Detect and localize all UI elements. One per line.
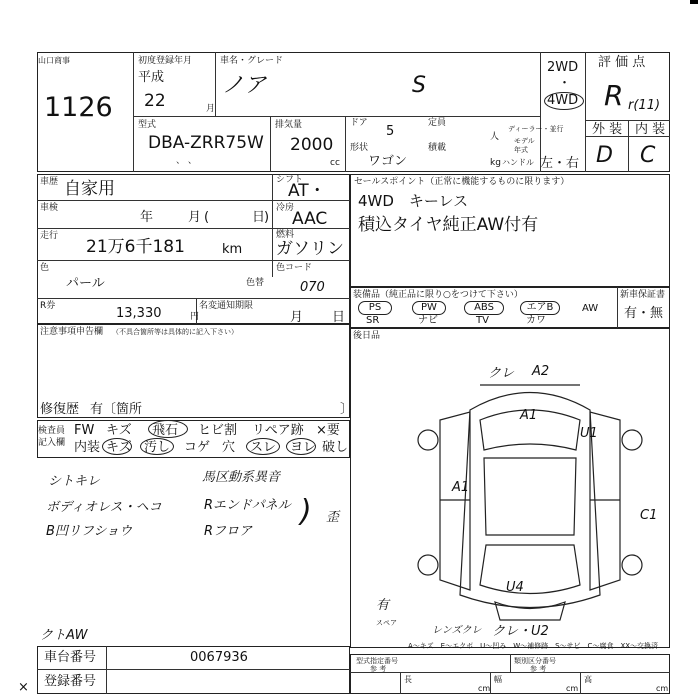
mark-top-2: A2: [532, 364, 550, 379]
inspector-row2-0: キズ: [106, 440, 132, 455]
model-year-label: モデル: [514, 137, 535, 145]
rear-bumper: [495, 602, 565, 620]
drive-dot: ・: [558, 76, 572, 91]
inspector-row1-0: キズ: [106, 423, 132, 438]
equip-sr: SR: [366, 315, 380, 326]
note-left-2: ボディオレス・ヘコ: [46, 500, 162, 515]
mark-right-front: U1: [580, 426, 598, 441]
first-reg-month-unit: 月: [206, 104, 216, 114]
load-unit: kg: [490, 158, 501, 168]
inspector-row1-4: ×要: [316, 423, 340, 438]
chassis-value: 0067936: [190, 650, 248, 665]
model-marks: 、 、: [176, 156, 197, 166]
mark-roof: A1: [520, 408, 538, 423]
inspector-row1-1: 飛石: [152, 423, 179, 438]
note-right-1: 馬区動系異音: [202, 470, 281, 485]
wheel-front-left: [418, 430, 438, 450]
ac-label: 冷房: [276, 203, 295, 213]
inspector-row1-3: リペア跡: [252, 423, 304, 438]
model-label: 型式: [138, 120, 157, 130]
dims-label-2: 類別区分番号: [514, 657, 556, 665]
drive-4wd: 4WD: [547, 93, 579, 108]
corner-mark: [690, 0, 698, 4]
displacement-value: 2000: [290, 135, 334, 155]
note-right-3: Rフロア: [204, 524, 253, 539]
lot-number: 1126: [44, 92, 113, 123]
displacement-unit: cc: [330, 158, 340, 168]
first-reg-era: 平成: [138, 70, 165, 85]
equip-pw: PW: [412, 301, 446, 315]
color-code: 070: [300, 280, 325, 295]
year-label: 年式: [514, 146, 528, 154]
notes-label: 注意事項申告欄: [40, 327, 104, 337]
inspector-row2-2: コゲ: [184, 440, 211, 455]
dims-height-unit: cm: [656, 684, 669, 693]
dims-width: 幅: [494, 675, 502, 684]
inspection-label: 車検: [40, 203, 59, 213]
first-reg-year: 22: [144, 91, 166, 111]
mark-bottom-2: クレ・U2: [492, 624, 549, 639]
shift-value: AT・: [288, 181, 326, 201]
repair-label: 修復歴: [40, 402, 80, 417]
inspection-month: 月: [188, 210, 202, 225]
color-value: パール: [66, 276, 105, 291]
mark-top-1: クレ: [488, 366, 515, 381]
dims-height: 高: [584, 675, 592, 684]
mark-rear: U4: [506, 580, 524, 595]
inspector-row2-1: 汚し: [144, 440, 171, 455]
notes-box: [37, 324, 350, 418]
interior-label: 内 装: [635, 122, 666, 137]
mileage-label: 走行: [40, 231, 59, 241]
equipment-label: 装備品（純正品に限り○をつけて下さい）: [353, 290, 523, 300]
handle-label: ハンドル: [502, 158, 534, 167]
wheel-rear-right: [622, 555, 642, 575]
displacement-label: 排気量: [275, 120, 303, 130]
fuel-label: 燃料: [276, 230, 295, 240]
model-value: DBA-ZRR75W: [148, 133, 264, 153]
interior-value: C: [640, 143, 656, 168]
color-change-label: 色替: [246, 278, 265, 288]
inspector-row1-head: FW: [74, 423, 95, 438]
notes-sub: （不具合箇所等は具体的に記入下さい）: [112, 328, 238, 336]
equip-navi: ナビ: [418, 315, 438, 326]
reg-no-label: 登録番号: [44, 674, 97, 689]
note-left-3: B凹リフショウ: [46, 524, 133, 539]
note-bracket: ): [300, 494, 312, 529]
equip-leather: カワ: [526, 315, 546, 326]
exterior-value: D: [596, 143, 613, 168]
car-name: ノア: [222, 73, 267, 98]
dims-label-1: 型式指定番号: [356, 657, 398, 665]
inspector-label-2: 記入欄: [38, 438, 66, 448]
inspector-row2-5: ヨレ: [290, 440, 317, 455]
header-mark: 山口商事: [38, 56, 70, 65]
x-mark: ×: [18, 680, 29, 695]
first-reg-label: 初度登録年月: [138, 56, 193, 66]
handle-value: 左・右: [540, 156, 580, 171]
warranty-value: 有・無: [624, 306, 664, 321]
damage-legend: A～キズ E～エクボ U～凹み W～補修跡 S～サビ C～腐食 XX～交換済: [408, 642, 659, 650]
inspection-day: 日: [252, 210, 266, 225]
transfer-month: 月: [290, 310, 304, 325]
capacity-label: 定員: [428, 118, 447, 128]
bottom-left-note: クトAW: [40, 628, 88, 643]
recycle-value: 13,330: [116, 306, 162, 321]
sales-point-line2: 積込タイヤ純正AW付有: [358, 215, 539, 235]
capacity-unit: 人: [490, 132, 500, 142]
exterior-label: 外 装: [592, 122, 623, 137]
rear-hatch: [480, 545, 580, 594]
note-bracket-text: 歪: [326, 510, 340, 525]
equip-airbag: エアB: [520, 301, 560, 315]
equip-aw: AW: [582, 303, 599, 314]
dims-length: 長: [404, 675, 412, 684]
note-right-2: Rエンドパネル: [204, 498, 291, 513]
car-name-label: 車名・グレード: [220, 56, 284, 66]
inspector-row2-head: 内装: [74, 440, 101, 455]
inspector-row2-6: 破し: [322, 440, 349, 455]
load-label: 積載: [428, 143, 447, 153]
score-extra: r(11): [628, 98, 661, 113]
mark-right-side: C1: [640, 508, 658, 523]
sales-point-line1: 4WD キーレス: [358, 192, 469, 210]
sales-point-label: セールスポイント（正常に機能するものに限ります）: [354, 177, 570, 187]
inspector-row2-3: 穴: [222, 440, 236, 455]
wheel-front-right: [622, 430, 642, 450]
dims-ref-2: 参 考: [530, 665, 547, 673]
equip-abs: ABS: [464, 301, 504, 315]
door-value: 5: [386, 124, 395, 139]
recycle-label: R券: [40, 301, 56, 311]
inspector-label-1: 検査員: [38, 426, 66, 436]
dims-width-unit: cm: [566, 684, 579, 693]
inspection-year: 年: [140, 210, 154, 225]
transfer-day: 日: [332, 310, 346, 325]
note-left-1: シトキレ: [48, 474, 100, 489]
recycle-unit: 円: [190, 312, 200, 322]
inspection-paren-close: ): [264, 210, 270, 225]
inspector-row1-2: ヒビ割: [198, 423, 238, 438]
equip-tv: TV: [476, 315, 489, 326]
mark-spare-label: スペア: [376, 619, 397, 627]
repair-value: 有〔箇所: [90, 402, 143, 417]
mileage-value: 21万6千181: [86, 237, 185, 257]
color-code-label: 色コード: [276, 263, 313, 273]
color-label: 色: [40, 263, 50, 273]
inspection-paren-open: (: [204, 210, 210, 225]
shape-value: ワゴン: [368, 154, 408, 169]
wheel-rear-left: [418, 555, 438, 575]
ac-value: AAC: [292, 209, 328, 229]
car-grade: S: [412, 73, 426, 98]
fuel-value: ガソリン: [276, 239, 344, 259]
mark-bottom-1: レンズクレ: [432, 625, 482, 636]
roof-panel: [484, 458, 576, 535]
score-value: R: [604, 79, 624, 112]
chassis-label: 車台番号: [44, 650, 97, 665]
mark-spare: 有: [376, 598, 390, 613]
door-label: ドア: [350, 118, 368, 128]
shape-label: 形状: [350, 143, 369, 153]
drive-2wd: 2WD: [547, 60, 579, 75]
dims-ref-1: 参 考: [370, 665, 387, 673]
history-value: 自家用: [64, 179, 115, 199]
score-label: 評 価 点: [598, 55, 646, 70]
history-label: 車歴: [40, 177, 59, 187]
equip-ps: PS: [358, 301, 392, 315]
repair-close: 〕: [340, 402, 354, 417]
warranty-label: 新車保証書: [620, 290, 666, 300]
mark-left-side: A1: [452, 480, 470, 495]
later-label: 後日品: [353, 331, 381, 341]
dealer-label: ディーラー・並行: [508, 125, 564, 133]
mileage-unit: km: [222, 242, 243, 257]
shift-label: シフト: [276, 175, 304, 185]
dims-length-unit: cm: [478, 684, 491, 693]
inspector-row2-4: スレ: [250, 440, 277, 455]
transfer-label: 名変通知期限: [199, 301, 254, 311]
